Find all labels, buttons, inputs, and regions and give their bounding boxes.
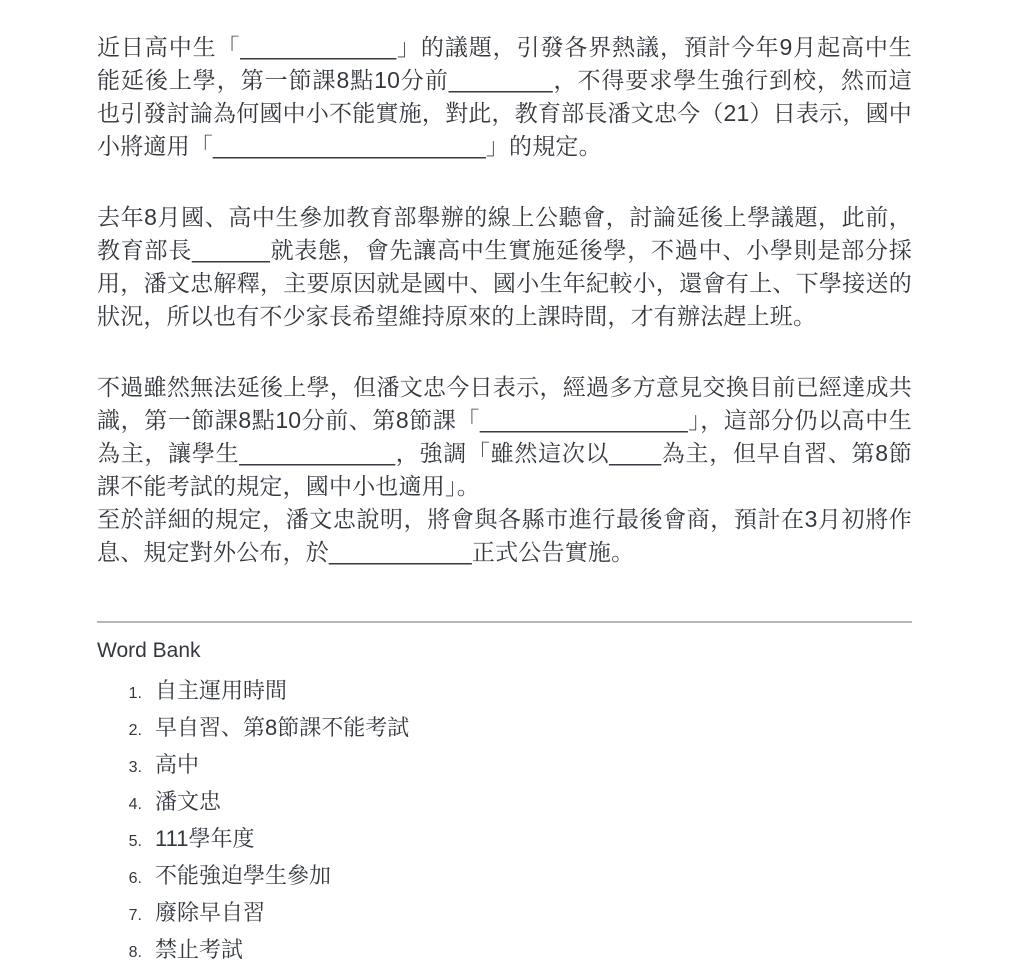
word-bank-item-label: 潘文忠 [155, 789, 222, 814]
word-bank-item [97, 896, 912, 933]
section-divider [97, 621, 912, 623]
article-paragraph-1: 近日高中生「____________」的議題，引發各界熱議，預計今年9月起高中生能延後上學，第一節課8點10分前________，不得要求學生強行到校，然而這也引發討論為何國中小不能實施，對此，教育部長潘文忠今（21）日表示，國中小將適用「_____________________」的規定。 [97, 34, 912, 159]
word-bank-item-number: 5. [128, 833, 142, 850]
word-bank-item-number: 7. [128, 907, 142, 924]
article-paragraph-4: 至於詳細的規定，潘文忠說明，將會與各縣市進行最後會商，預計在3月初將作息、規定對外公布，於___________正式公告實施。 [97, 506, 912, 565]
word-bank-item [97, 674, 912, 711]
word-bank-item-number: 6. [128, 870, 142, 887]
word-bank-item-label: 禁止考試 [155, 937, 244, 962]
article-paragraph-2: 去年8月國、高中生參加教育部舉辦的線上公聽會，討論延後上學議題，此前，教育部長______就表態，會先讓高中生實施延後學，不過中、小學則是部分採用，潘文忠解釋，主要原因就是國中、國小生年紀較小，還會有上、下學接送的狀況，所以也有不少家長希望維持原來的上課時間，才有辦法趕上班。 [97, 204, 912, 329]
word-bank-item-number: 3. [128, 759, 142, 776]
word-bank-item-label: 廢除早自習 [155, 900, 266, 925]
word-bank-item [97, 933, 912, 970]
word-bank-item-label: 早自習、第8節課不能考試 [155, 715, 410, 740]
word-bank-item [97, 748, 912, 785]
word-bank-item-label: 自主運用時間 [155, 678, 288, 703]
word-bank-item-number: 8. [128, 944, 142, 961]
cloze-article [97, 31, 912, 569]
word-bank-item [97, 785, 912, 822]
word-bank-item-number: 1. [128, 685, 142, 702]
word-bank-item-label: 高中 [155, 752, 200, 777]
word-bank-item [97, 859, 912, 896]
word-bank-item-number: 2. [128, 722, 142, 739]
word-bank-item-number: 4. [128, 796, 142, 813]
word-bank-section [97, 638, 912, 970]
word-bank-item [97, 711, 912, 748]
word-bank-item-label: 不能強迫學生參加 [155, 863, 332, 888]
article-paragraph-3: 不過雖然無法延後上學，但潘文忠今日表示，經過多方意見交換目前已經達成共識，第一節課8點10分前、第8節課「________________」，這部分仍以高中生為主，讓學生____________，強調「雖然這次以____為主，但早自習、第8節課不能考試的規定，國中小也適用」。 [97, 374, 912, 499]
word-bank-title: Word Bank [97, 639, 201, 662]
word-bank-item [97, 822, 912, 859]
document-page [97, 0, 912, 970]
word-bank-item-label: 111學年度 [155, 826, 255, 851]
word-bank-list [97, 674, 912, 970]
